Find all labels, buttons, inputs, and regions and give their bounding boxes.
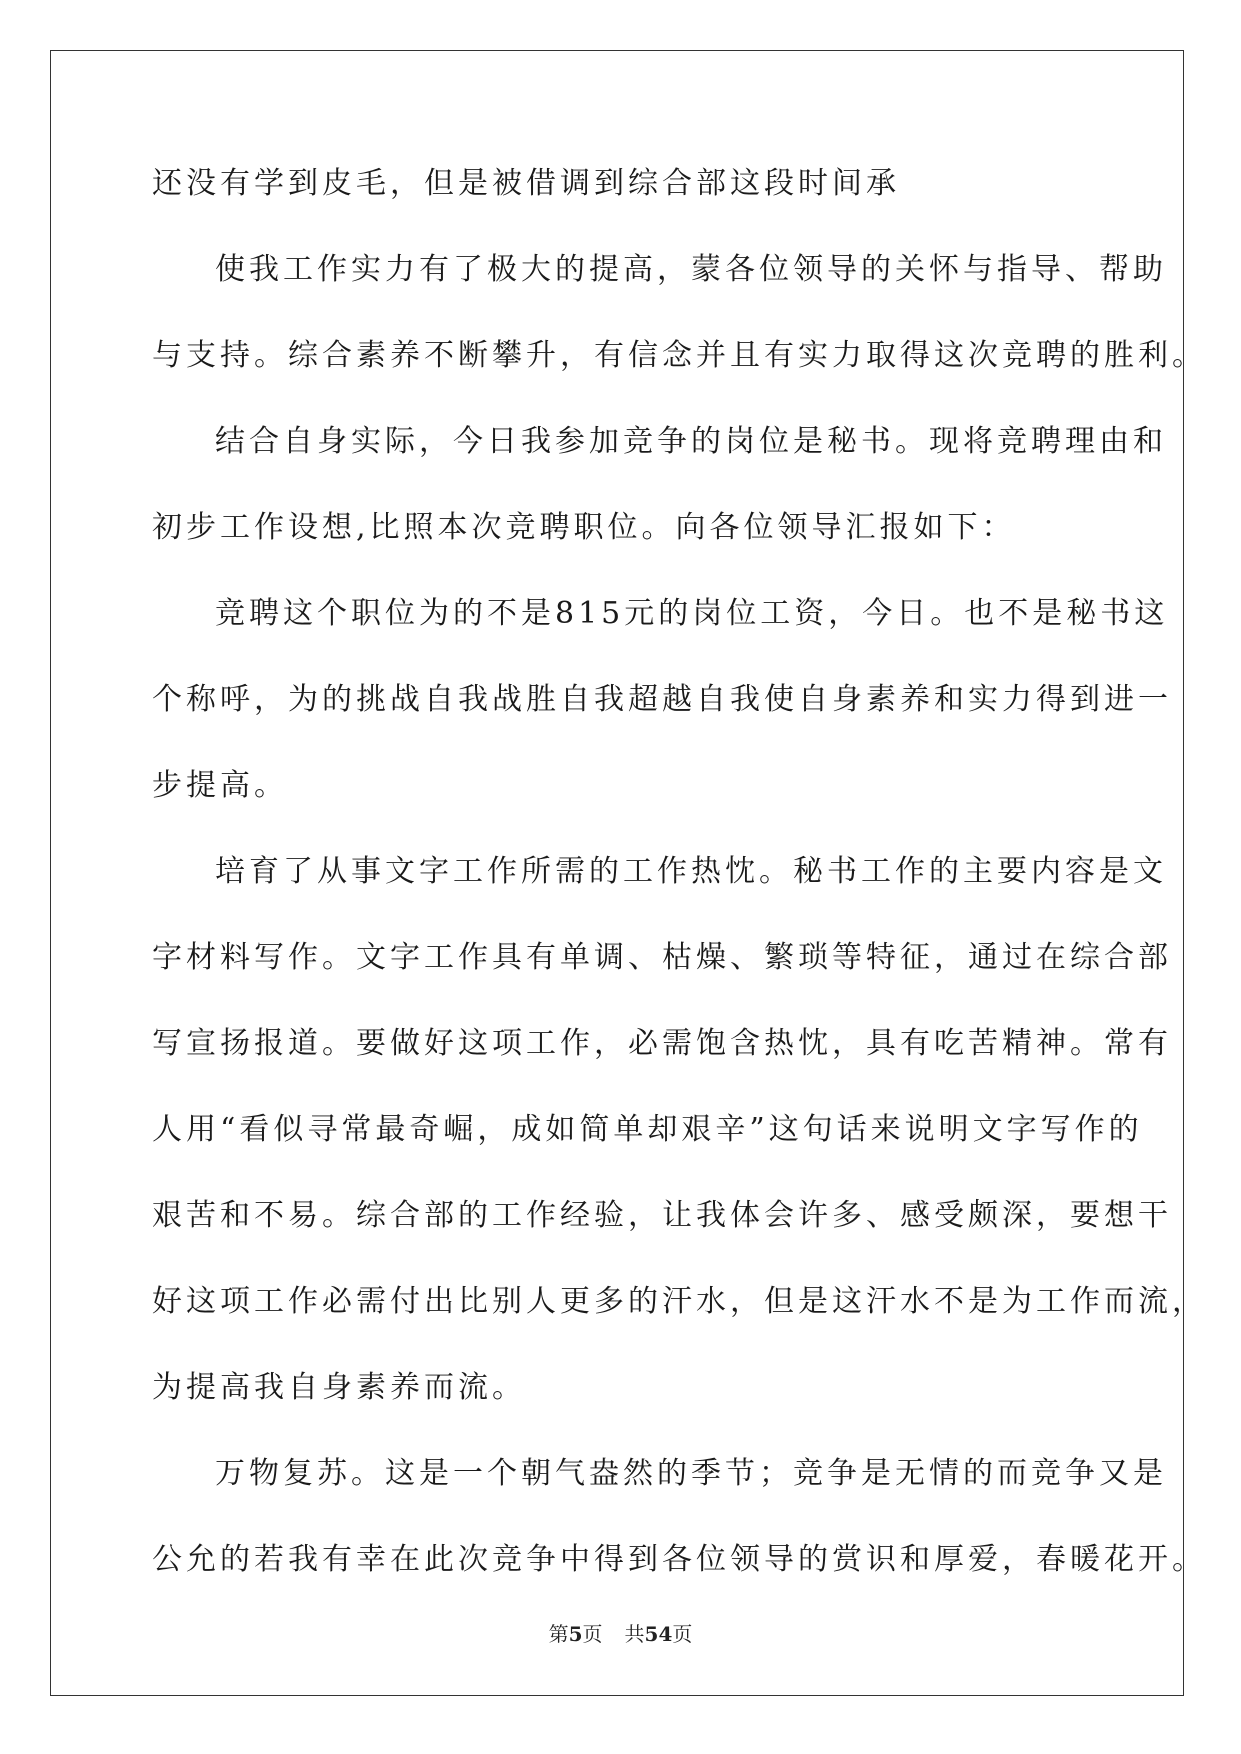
text-line: 好这项工作必需付出比别人更多的汗水，但是这汗水不是为工作而流，	[152, 1284, 1206, 1319]
text-line: 公允的若我有幸在此次竞争中得到各位领导的赏识和厚爱，春暖花开。	[152, 1542, 1206, 1577]
text-line: 万物复苏。这是一个朝气盎然的季节；竞争是无情的而竞争又是	[215, 1456, 1167, 1491]
total-pages: 54	[644, 1622, 673, 1646]
text-line: 字材料写作。文字工作具有单调、枯燥、繁琐等特征，通过在综合部	[152, 940, 1172, 975]
text-line: 写宣扬报道。要做好这项工作，必需饱含热忱，具有吃苦精神。常有	[152, 1026, 1172, 1061]
text-line: 初步工作设想,比照本次竞聘职位。向各位领导汇报如下：	[152, 510, 1016, 545]
text-line: 还没有学到皮毛，但是被借调到综合部这段时间承	[152, 166, 900, 201]
text-line: 个称呼，为的挑战自我战胜自我超越自我使自身素养和实力得到进一	[152, 682, 1172, 717]
text-line: 结合自身实际，今日我参加竞争的岗位是秘书。现将竞聘理由和	[215, 424, 1167, 459]
text-line: 为提高我自身素养而流。	[152, 1370, 526, 1405]
footer-page-suffix: 页	[582, 1622, 603, 1646]
text-line: 培育了从事文字工作所需的工作热忱。秘书工作的主要内容是文	[215, 854, 1167, 889]
text-line: 使我工作实力有了极大的提高，蒙各位领导的关怀与指导、帮助	[215, 252, 1167, 287]
footer-prefix: 第	[548, 1622, 569, 1646]
text-line: 与支持。综合素养不断攀升，有信念并且有实力取得这次竞聘的胜利。	[152, 338, 1206, 373]
footer-total-prefix: 共	[624, 1622, 645, 1646]
document-body	[152, 162, 1206, 1624]
text-line: 艰苦和不易。综合部的工作经验，让我体会许多、感受颇深，要想干	[152, 1198, 1172, 1233]
footer-total-suffix: 页	[672, 1622, 693, 1646]
text-line: 竞聘这个职位为的不是815元的岗位工资，今日。也不是秘书这	[215, 596, 1169, 631]
page-number: 5	[568, 1622, 583, 1646]
text-line: 人用“看似寻常最奇崛，成如简单却艰辛”这句话来说明文字写作的	[152, 1112, 1143, 1147]
text-line: 步提高。	[152, 768, 288, 803]
page-footer	[0, 1618, 1241, 1647]
